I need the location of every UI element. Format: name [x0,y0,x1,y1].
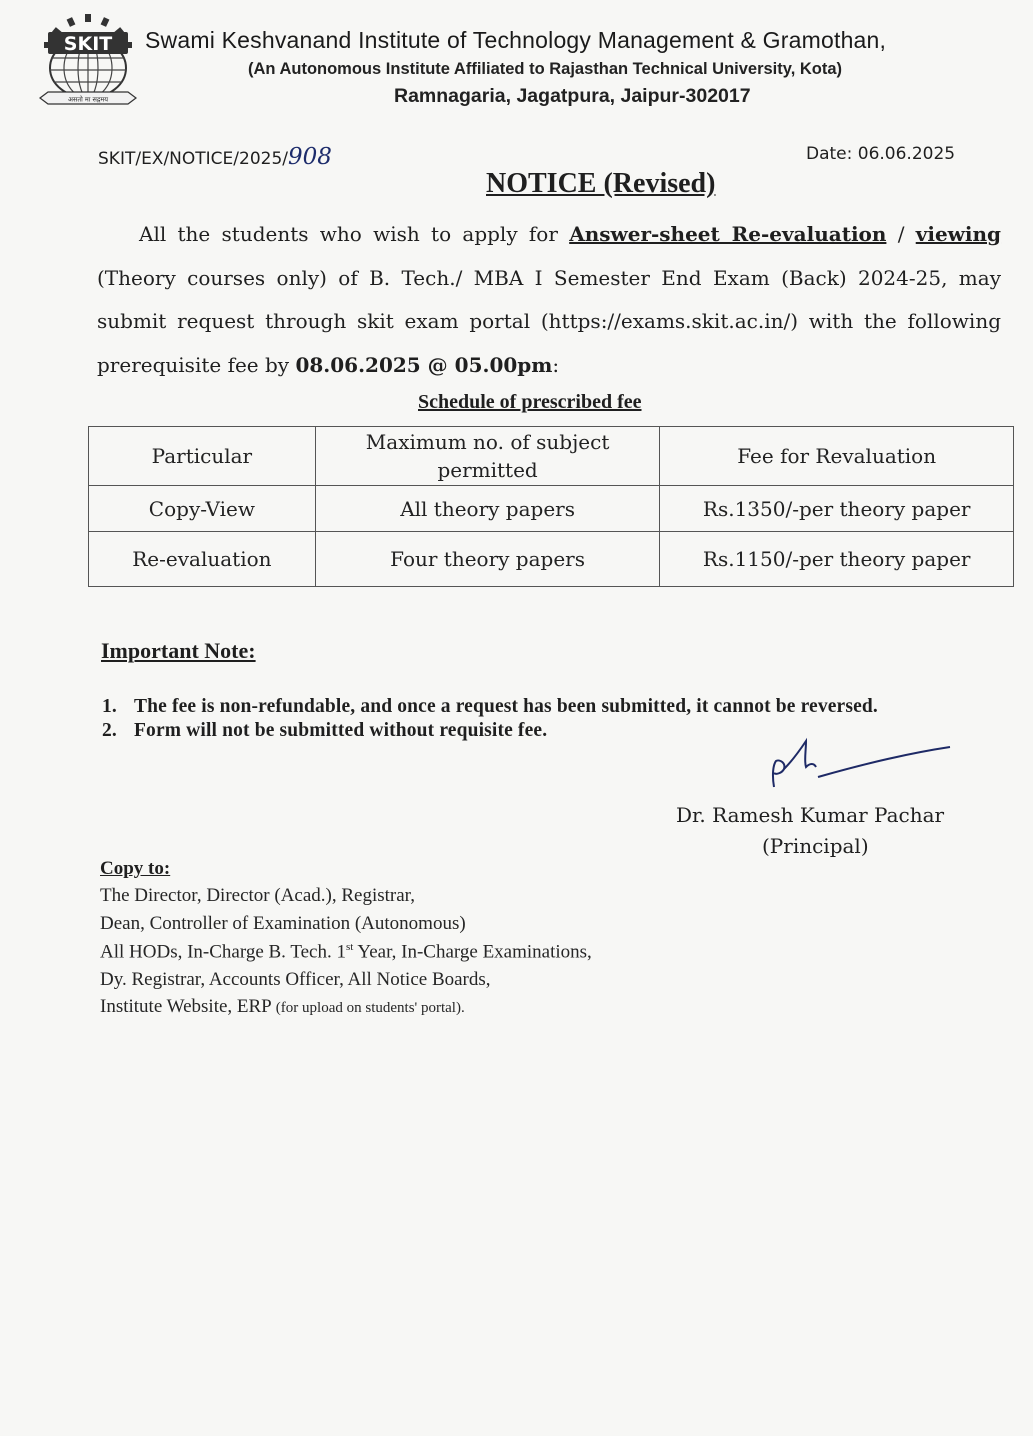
table-cell: All theory papers [315,486,660,532]
table-cell: Rs.1350/-per theory paper [660,486,1014,532]
copy-to-line: Dean, Controller of Examination (Autonomous) [100,913,466,934]
signatory-designation: (Principal) [762,834,869,858]
body-viewing-term: viewing [915,222,1002,246]
body-reevaluation-term: Answer-sheet Re-evaluation [569,222,887,246]
copy-to-text: All HODs, In-Charge B. Tech. 1 [100,941,346,963]
table-cell: Four theory papers [315,532,660,587]
copy-to-heading: Copy to: [100,858,171,879]
body-deadline: 08.06.2025 @ 05.00pm [295,352,553,377]
copy-to-line: The Director, Director (Acad.), Registrar, [100,885,416,906]
table-header-row [89,427,1014,486]
copy-to-line: Dy. Registrar, Accounts Officer, All Notice Boards, [100,969,491,990]
body-separator: / [886,222,916,246]
table-cell: Re-evaluation [89,532,316,587]
copy-to-small-text: (for upload on students' portal). [275,1000,465,1016]
notice-date: Date: 06.06.2025 [806,144,956,164]
body-text-3: : [552,352,560,377]
institute-affiliation: (An Autonomous Institute Affiliated to Rajasthan Technical University, Kota) [248,60,843,78]
table-cell: Copy-View [89,486,316,532]
table-header-cell: Maximum no. of subject permitted [315,427,660,486]
list-item [102,720,547,742]
table-row [89,486,1014,532]
table-row [89,532,1014,587]
copy-to-text: Institute Website, ERP [100,996,276,1017]
institute-name: Swami Keshvanand Institute of Technology Management & Gramothan, [145,27,887,53]
table-header-cell: Particular [89,427,316,486]
institute-address: Ramnagaria, Jagatpura, Jaipur-302017 [394,85,751,107]
schedule-title: Schedule of prescribed fee [418,391,642,413]
list-item [102,696,878,718]
reference-handwritten-number: 908 [288,144,332,170]
copy-to-superscript: st [346,941,354,953]
logo-text: SKIT [63,33,113,55]
copy-to-text: Year, In-Charge Examinations, [353,941,592,963]
signatory-name: Dr. Ramesh Kumar Pachar [676,803,945,827]
copy-to-line [100,996,465,1018]
notice-body [97,213,1001,387]
list-item-text: Form will not be submitted without requisite fee. [134,720,548,741]
reference-prefix: SKIT/EX/NOTICE/2025/ [98,149,289,169]
fee-table [88,426,1014,587]
copy-to-line [100,941,592,963]
logo-motto: असतो मा सद्गमय [68,95,108,104]
signature [760,735,960,795]
body-text-2: (Theory courses only) of B. Tech./ MBA I Semester End Exam (Back) 2024-25, may submit request through skit exam portal (https://exams.skit.ac.in/) with the following prerequisite fee by [97,265,1001,377]
important-note-heading: Important Note: [101,638,256,663]
list-item-number: 2. [102,720,117,741]
table-cell: Rs.1150/-per theory paper [660,532,1014,587]
institute-logo [38,12,138,108]
notice-title: NOTICE (Revised) [486,168,716,199]
list-item-text: The fee is non-refundable, and once a request has been submitted, it cannot be reversed. [134,696,878,717]
table-header-cell: Fee for Revaluation [660,427,1014,486]
body-text-1: All the students who wish to apply for [139,222,570,246]
reference-number [98,144,332,170]
list-item-number: 1. [102,696,117,717]
